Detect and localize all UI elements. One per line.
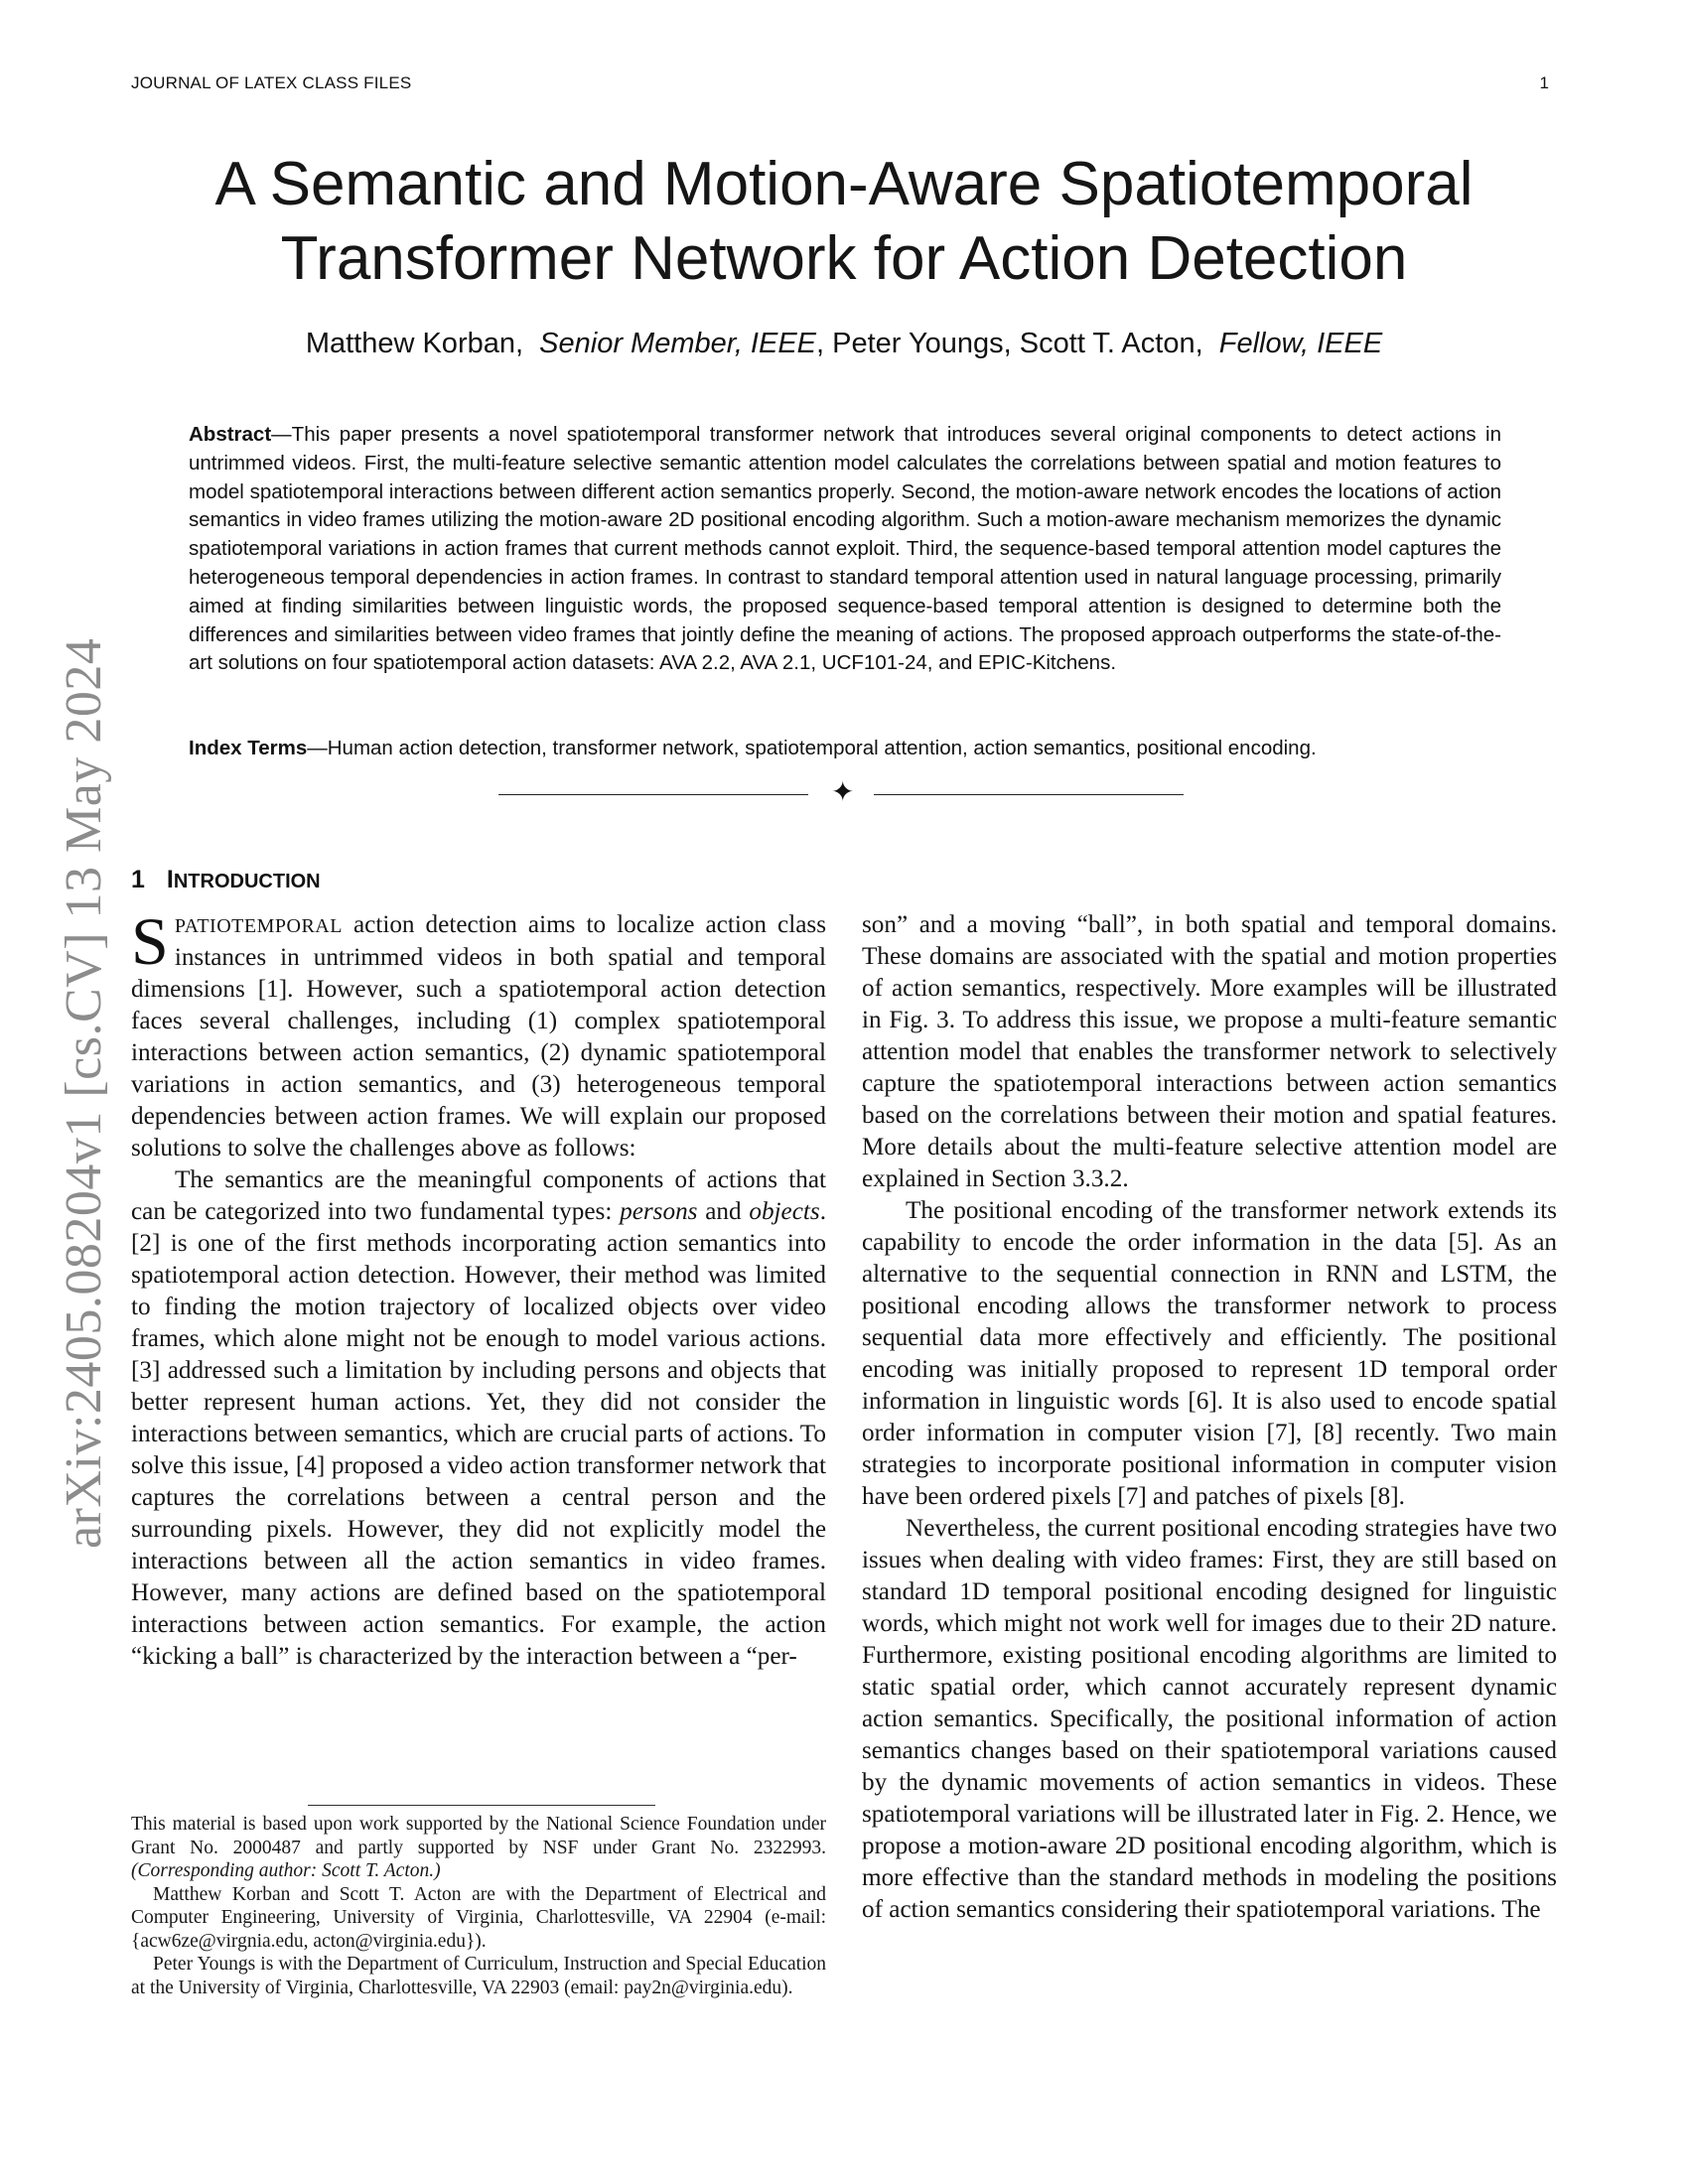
- separator-rule-left: [498, 794, 808, 795]
- author-role-1: Senior Member, IEEE: [539, 328, 817, 359]
- author-names-2: , Peter Youngs, Scott T. Acton,: [816, 328, 1203, 359]
- separator-diamond-icon: ✦: [831, 777, 855, 808]
- title-line-1: A Semantic and Motion-Aware Spatiotemporal: [214, 150, 1474, 218]
- index-terms-text: —Human action detection, transformer network, spatiotemporal attention, action semantics, positional encoding.: [307, 737, 1317, 759]
- page-number: 1: [1539, 73, 1549, 92]
- p2-and: and: [697, 1198, 750, 1225]
- left-column: [131, 903, 826, 1673]
- section-title-rest: NTRODUCTION: [173, 871, 321, 892]
- right-column: [862, 909, 1557, 1926]
- paper-title: [119, 147, 1569, 296]
- index-terms: [189, 735, 1501, 763]
- footnote-funding: [131, 1813, 826, 1883]
- footnote-rule: [308, 1805, 655, 1806]
- footnote-affiliation-1: Matthew Korban and Scott T. Acton are with the Department of Electrical and Computer Engineering, University of Virginia, Charlottesville, VA 22904 (e-mail: {acw6ze@virgnia.edu, acton@virginia.edu}).: [131, 1883, 826, 1952]
- abstract-text: —This paper presents a novel spatiotemporal transformer network that introduces several original components to detect actions in untrimmed videos. First, the multi-feature selective semantic attention model calculates the correlations between spatial and motion features to model spatiotemporal interactions between different action semantics properly. Second, the motion-aware network encodes the locations of action semantics in video frames utilizing the motion-aware 2D positional encoding algorithm. Such a motion-aware mechanism memorizes the dynamic spatiotemporal variations in action frames that current methods cannot exploit. Third, the sequence-based temporal attention model captures the heterogeneous temporal dependencies in action frames. In contrast to standard temporal attention used in natural language processing, primarily aimed at finding similarities between linguistic words, the proposed sequence-based temporal attention is designed to determine both the differences and similarities between video frames that jointly define the meaning of actions. The proposed approach outperforms the state-of-the-art solutions on four spatiotemporal action datasets: AVA 2.2, AVA 2.1, UCF101-24, and EPIC-Kitchens.: [189, 423, 1501, 675]
- right-paragraph-3: Nevertheless, the current positional encoding strategies have two issues when dealing with video frames: First, they are still based on standard 1D temporal positional encoding designed for linguistic words, which might not work well for images due to their 2D nature. Furthermore, existing positional encoding algorithms are limited to static spatial order, which cannot accurately represent dynamic action semantics. Specifically, the positional information of action semantics changes based on their spatiotemporal variations caused by the dynamic movements of action semantics in videos. These spatiotemporal variations will be illustrated later in Fig. 2. Hence, we propose a motion-aware 2D positional encoding algorithm, which is more effective than the standard methods in modeling the positions of action semantics considering their spatiotemporal variations. The: [862, 1515, 1557, 1923]
- intro-paragraph-1-text: action detection aims to localize action class instances in untrimmed videos in both spatial and temporal dimensions [1]. However, such a spatiotemporal action detection faces several challenges, including (1) complex spatiotemporal interactions between action semantics, (2) dynamic spatiotemporal variations in action semantics, and (3) heterogeneous temporal dependencies between action frames. We will explain our proposed solutions to solve the challenges above as follows:: [131, 911, 826, 1161]
- index-terms-label: Index Terms: [189, 737, 308, 759]
- title-line-2: Transformer Network for Action Detection: [280, 224, 1408, 293]
- p2-persons: persons: [620, 1198, 698, 1225]
- author-name-1: Matthew Korban,: [305, 328, 524, 359]
- abstract: [189, 421, 1501, 678]
- right-paragraph-1: son” and a moving “ball”, in both spatial and temporal domains. These domains are associated with the spatial and motion properties of action semantics, respectively. More examples will be illustrated in Fig. 3. To address this issue, we propose a multi-feature semantic attention model that enables the transformer network to selectively capture the spatiotemporal interactions between action semantics based on the correlations between their motion and spatial features. More details about the multi-feature selective attention model are explained in Section 3.3.2.: [862, 911, 1557, 1192]
- abstract-label: Abstract: [189, 423, 272, 446]
- section-heading: [131, 866, 321, 894]
- footnotes: [131, 1813, 826, 1999]
- lead-smallcaps: PATIOTEMPORAL: [174, 915, 343, 937]
- author-role-2: Fellow, IEEE: [1218, 328, 1383, 359]
- footnote-corresponding: (Corresponding author: Scott T. Acton.): [131, 1860, 441, 1881]
- intro-paragraph-1: [131, 903, 826, 1164]
- intro-paragraph-2: [131, 1164, 826, 1673]
- running-head: JOURNAL OF LATEX CLASS FILES: [131, 73, 412, 92]
- section-title-initial: I: [166, 866, 174, 893]
- p2-objects: objects: [749, 1198, 820, 1225]
- footnote-affiliation-2: Peter Youngs is with the Department of Curriculum, Instruction and Special Education at the University of Virginia, Charlottesville, VA 22903 (email: pay2n@virginia.edu).: [131, 1954, 826, 1998]
- p2-text-b: . [2] is one of the first methods incorporating action semantics into spatiotemporal action detection. However, their method was limited to finding the motion trajectory of localized objects over video frames, which alone might not be enough to model various actions. [3] addressed such a limitation by including persons and objects that better represent human actions. Yet, they did not consider the interactions between semantics, which are crucial parts of actions. To solve this issue, [4] proposed a video action transformer network that captures the correlations between a central person and the surrounding pixels. However, they did not explicitly model the interactions between all the action semantics in video frames. However, many actions are defined based on the spatiotemporal interactions between action semantics. For example, the action “kicking a ball” is characterized by the interaction between a “per-: [131, 1198, 826, 1670]
- author-list: [119, 328, 1569, 360]
- separator-rule-right: [874, 794, 1184, 795]
- p2-text-a: The semantics are the meaningful components of actions that can be categorized into two fundamental types:: [131, 1166, 826, 1225]
- right-paragraph-2: The positional encoding of the transformer network extends its capability to encode the order information in the data [5]. As an alternative to the sequential connection in RNN and LSTM, the positional encoding allows the transformer network to process sequential data more effectively and efficiently. The positional encoding was initially proposed to represent 1D temporal order information in linguistic words [6]. It is also used to encode spatial order information in computer vision [7], [8] recently. Two main strategies to incorporate positional information in computer vision have been ordered pixels [7] and patches of pixels [8].: [862, 1197, 1557, 1510]
- arxiv-stamp: arXiv:2405.08204v1 [cs.CV] 13 May 2024: [56, 637, 112, 1549]
- drop-cap: S: [131, 903, 169, 979]
- section-number: 1: [131, 866, 145, 893]
- footnote-funding-text: This material is based upon work supported by the National Science Foundation under Grant No. 2000487 and partly supported by NSF under Grant No. 2322993.: [131, 1814, 826, 1858]
